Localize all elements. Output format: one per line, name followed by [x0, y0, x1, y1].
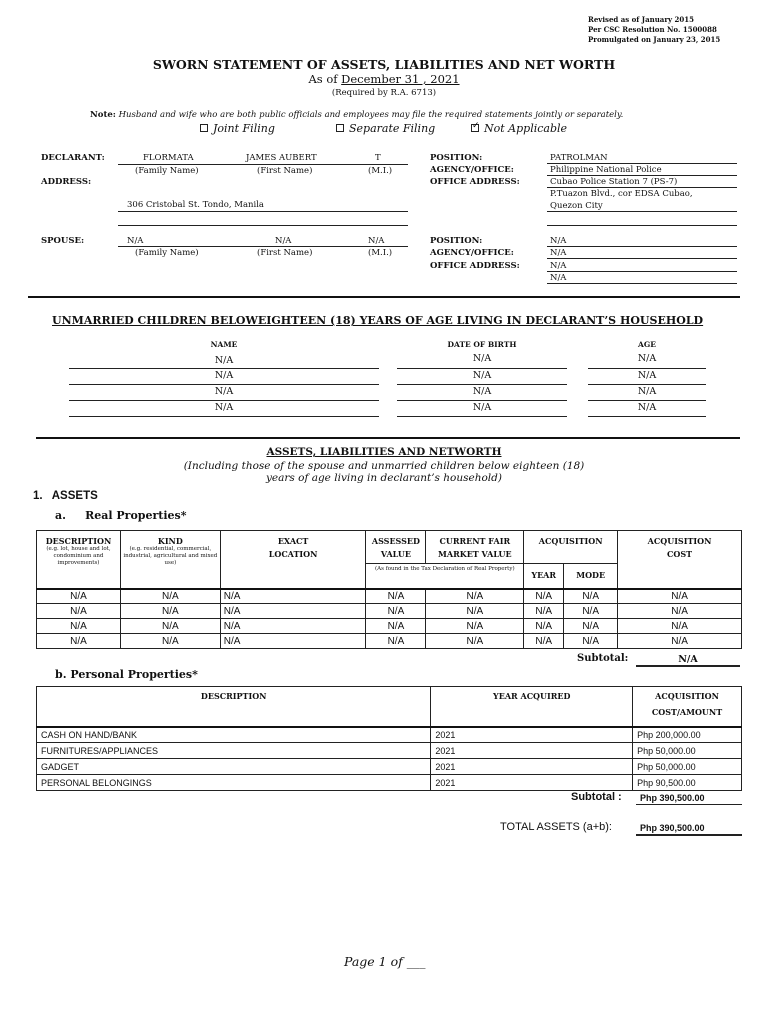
table-row: [37, 619, 742, 634]
child-age: N/A: [637, 353, 657, 364]
child-dob: N/A: [472, 402, 492, 413]
table-row: [37, 775, 742, 791]
declarant-address: 306 Cristobal St. Tondo, Manila: [127, 200, 264, 210]
cell: N/A: [426, 634, 524, 649]
revision-line: Revised as of January 2015: [588, 15, 694, 24]
as-of-line: [0, 72, 768, 86]
cell: N/A: [524, 619, 564, 634]
spouse-position: N/A: [550, 236, 567, 246]
note-label: Note:: [90, 110, 116, 120]
agency-label: AGENCY/OFFICE:: [430, 248, 514, 258]
col-acquisition: ACQUISITION: [524, 531, 618, 564]
spouse-label: SPOUSE:: [41, 236, 85, 246]
declarant-mi: T: [375, 153, 381, 163]
filing-joint[interactable]: [200, 122, 275, 135]
cell: N/A: [120, 604, 220, 619]
aln-heading: ASSETS, LIABILITIES AND NETWORTH: [266, 446, 502, 458]
cell: 2021: [431, 759, 633, 775]
declarant-label: DECLARANT:: [41, 153, 105, 163]
cell: N/A: [37, 589, 121, 604]
address-label: ADDRESS:: [41, 177, 92, 187]
col-kind-hint: (e.g. residential, commercial, industrial, agricultural and mixed use): [123, 546, 218, 566]
cell: N/A: [618, 604, 742, 619]
child-age: N/A: [637, 402, 657, 413]
child-name: N/A: [214, 402, 234, 413]
personal-subtotal-value: Php 390,500.00: [640, 793, 705, 803]
cell: N/A: [426, 619, 524, 634]
family-name-caption: (Family Name): [135, 248, 199, 258]
cell: Php 50,000.00: [633, 743, 742, 759]
child-age: N/A: [637, 386, 657, 397]
aln-subheading-2: years of age living in declarant’s household): [266, 472, 502, 484]
filing-joint-label: Joint Filing: [213, 122, 275, 135]
cell: N/A: [524, 589, 564, 604]
children-col-dob: DATE OF BIRTH: [447, 340, 517, 349]
cell: Php 200,000.00: [633, 727, 742, 743]
spouse-first-name: N/A: [275, 236, 292, 246]
family-name-caption: (Family Name): [135, 166, 199, 176]
cell: FURNITURES/APPLIANCES: [37, 743, 431, 759]
col-mode: MODE: [564, 564, 618, 589]
office-address-label: OFFICE ADDRESS:: [430, 177, 520, 187]
note: [90, 110, 623, 120]
first-name-caption: (First Name): [257, 248, 313, 258]
cell: 2021: [431, 727, 633, 743]
checkbox-icon: [200, 124, 208, 132]
cell: 2021: [431, 743, 633, 759]
table-row: [37, 589, 742, 604]
col-fmv-line1: CURRENT FAIR: [439, 536, 511, 546]
spouse-office-2: N/A: [550, 273, 567, 283]
child-dob: N/A: [472, 370, 492, 381]
table-row: [37, 743, 742, 759]
col-location-line2: LOCATION: [268, 549, 318, 559]
cell: N/A: [564, 604, 618, 619]
mi-caption: (M.I.): [368, 248, 393, 258]
cell: N/A: [220, 604, 366, 619]
cell: N/A: [366, 604, 426, 619]
aln-subheading-1: (Including those of the spouse and unmarried children below eighteen (18): [183, 460, 585, 472]
child-dob: N/A: [472, 353, 492, 364]
cell: N/A: [618, 619, 742, 634]
as-of-label: As of: [308, 72, 338, 86]
declarant-office-3: Quezon City: [550, 201, 603, 211]
real-subtotal-value: N/A: [678, 654, 698, 665]
col-cost: [618, 531, 742, 589]
real-properties-table: [36, 530, 742, 649]
cell: N/A: [564, 634, 618, 649]
col-description-hint: (e.g. lot, house and lot, condominium and improvements): [46, 546, 111, 566]
assets-heading: 1. ASSETS: [33, 490, 98, 502]
revision-line: Per CSC Resolution No. 1500088: [588, 25, 717, 34]
cell: N/A: [618, 589, 742, 604]
spouse-agency: N/A: [550, 248, 567, 258]
cell: Php 90,500.00: [633, 775, 742, 791]
checkbox-icon: [336, 124, 344, 132]
cell: Php 50,000.00: [633, 759, 742, 775]
revision-info: [588, 15, 720, 45]
page-number: Page 1 of ___: [344, 954, 426, 969]
as-of-date: December 31 , 2021: [341, 72, 460, 86]
col-year: YEAR: [524, 564, 564, 589]
personal-properties-heading: b. Personal Properties*: [55, 668, 198, 681]
cell: N/A: [524, 634, 564, 649]
cell: N/A: [564, 619, 618, 634]
personal-properties-table: [36, 686, 742, 791]
page-title: SWORN STATEMENT OF ASSETS, LIABILITIES AND NET WORTH: [152, 57, 616, 72]
position-label: POSITION:: [430, 236, 483, 246]
cell: N/A: [524, 604, 564, 619]
declarant-office-2: P.Tuazon Blvd., cor EDSA Cubao,: [550, 189, 693, 199]
divider: [28, 296, 740, 298]
checked-checkbox-icon: [471, 124, 479, 132]
col-kind-label: KIND: [157, 536, 183, 546]
col-location: [220, 531, 366, 589]
real-subtotal-label: Subtotal:: [577, 653, 629, 664]
table-row: [37, 759, 742, 775]
cell: N/A: [366, 634, 426, 649]
col-description: [37, 531, 121, 589]
cell: N/A: [426, 604, 524, 619]
agency-label: AGENCY/OFFICE:: [430, 165, 514, 175]
cell: N/A: [220, 589, 366, 604]
cell: N/A: [120, 619, 220, 634]
cell: N/A: [37, 634, 121, 649]
children-heading: UNMARRIED CHILDREN BELOWEIGHTEEN (18) YEARS OF AGE LIVING IN DECLARANT’S HOUSEHOLD: [52, 314, 704, 327]
note-text: Husband and wife who are both public officials and employees may file the required statements jointly or separately.: [118, 110, 624, 120]
real-properties-heading: a. Real Properties*: [55, 509, 187, 522]
cell: N/A: [366, 589, 426, 604]
child-dob: N/A: [472, 386, 492, 397]
cell: N/A: [120, 589, 220, 604]
col-fmv-line2: MARKET VALUE: [438, 549, 512, 559]
child-name: N/A: [214, 386, 234, 397]
total-assets-label: TOTAL ASSETS (a+b):: [500, 821, 612, 833]
cell: N/A: [564, 589, 618, 604]
declarant-office-1: Cubao Police Station 7 (PS-7): [550, 177, 678, 187]
col-assessed-line2: VALUE: [380, 549, 411, 559]
col-location-line1: EXACT: [277, 536, 309, 546]
col-kind: [120, 531, 220, 589]
col-cost-line1: ACQUISITION: [655, 691, 719, 701]
first-name-caption: (First Name): [257, 166, 313, 176]
table-row: [37, 604, 742, 619]
mi-caption: (M.I.): [368, 166, 393, 176]
cell: N/A: [426, 589, 524, 604]
col-cost-amount: [633, 687, 742, 727]
total-assets-value: Php 390,500.00: [640, 823, 705, 833]
spouse-mi: N/A: [368, 236, 385, 246]
required-by: (Required by R.A. 6713): [331, 88, 437, 98]
col-year-acquired: YEAR ACQUIRED: [431, 687, 633, 727]
col-cost-line2: COST/AMOUNT: [651, 707, 723, 717]
spouse-family-name: N/A: [127, 236, 144, 246]
cell: N/A: [37, 604, 121, 619]
col-description-label: DESCRIPTION: [45, 536, 112, 546]
position-label: POSITION:: [430, 153, 483, 163]
filing-not-applicable[interactable]: [471, 122, 567, 135]
declarant-family-name: FLORMATA: [143, 153, 194, 163]
filing-separate[interactable]: [336, 122, 435, 135]
cell: N/A: [120, 634, 220, 649]
col-assessed: [366, 531, 426, 564]
declarant-agency: Philippine National Police: [550, 165, 662, 175]
child-name: N/A: [214, 355, 234, 366]
cell: N/A: [618, 634, 742, 649]
children-col-age: AGE: [638, 340, 656, 349]
office-address-label: OFFICE ADDRESS:: [430, 261, 520, 271]
table-row: [37, 727, 742, 743]
cell: N/A: [366, 619, 426, 634]
spouse-office-1: N/A: [550, 261, 567, 271]
cell: N/A: [220, 634, 366, 649]
tax-declaration-note: [366, 564, 524, 589]
revision-line: Promulgated on January 23, 2015: [588, 35, 721, 44]
cell: N/A: [220, 619, 366, 634]
table-row: [37, 634, 742, 649]
col-cost-line2: COST: [667, 549, 693, 559]
children-col-name: NAME: [210, 340, 238, 349]
declarant-first-name: JAMES AUBERT: [246, 153, 317, 163]
col-description: DESCRIPTION: [37, 687, 431, 727]
cell: N/A: [37, 619, 121, 634]
col-cost-line1: ACQUISITION: [647, 536, 712, 546]
personal-subtotal-label: Subtotal :: [571, 791, 622, 803]
declarant-position: PATROLMAN: [550, 153, 608, 163]
cell: 2021: [431, 775, 633, 791]
filing-separate-label: Separate Filing: [349, 122, 436, 135]
cell: PERSONAL BELONGINGS: [37, 775, 431, 791]
cell: CASH ON HAND/BANK: [37, 727, 431, 743]
cell: GADGET: [37, 759, 431, 775]
child-age: N/A: [637, 370, 657, 381]
divider: [36, 437, 740, 439]
col-assessed-line1: ASSESSED: [371, 536, 420, 546]
tax-declaration-note-text: (As found in the Tax Declaration of Real Property): [375, 566, 515, 572]
filing-na-label: Not Applicable: [484, 122, 568, 135]
child-name: N/A: [214, 370, 234, 381]
col-fmv: [426, 531, 524, 564]
